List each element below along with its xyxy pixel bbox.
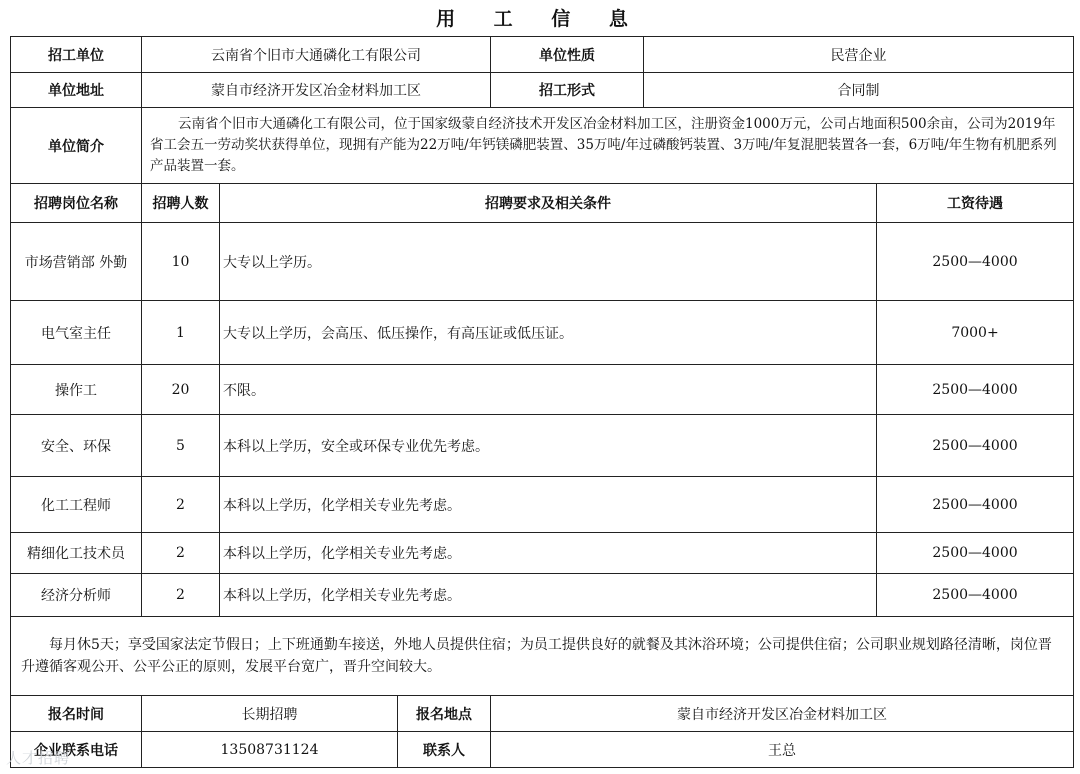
job-position: 精细化工技术员	[11, 533, 142, 574]
registration-place-label: 报名地点	[398, 696, 491, 732]
job-requirement: 大专以上学历，会高压、低压操作，有高压证或低压证。	[220, 301, 877, 365]
job-requirement: 本科以上学历，化学相关专业先考虑。	[220, 477, 877, 533]
company-intro: 云南省个旧市大通磷化工有限公司，位于国家级蒙自经济技术开发区冶金材料加工区，注册资金1000万元，公司占地面积500余亩，公司为2019年省工会五一劳动奖状获得单位，现拥有产能为22万吨/年钙镁磷肥装置、35万吨/年过磷酸钙装置、3万吨/年复混肥装置各一套，6万吨/年生物有机肥系列产品装置一套。	[142, 108, 1074, 184]
job-salary: 2500—4000	[877, 365, 1074, 415]
company-intro-label: 单位简介	[11, 108, 142, 184]
job-count: 10	[142, 223, 220, 301]
job-position: 经济分析师	[11, 574, 142, 617]
hiring-form-label: 招工形式	[491, 73, 644, 108]
contact-person-label: 联系人	[398, 732, 491, 768]
job-info-table	[10, 36, 1074, 768]
table-row	[11, 301, 1074, 365]
job-count: 20	[142, 365, 220, 415]
job-requirement: 本科以上学历，化学相关专业先考虑。	[220, 574, 877, 617]
contact-phone-label: 企业联系电话	[11, 732, 142, 768]
contact-person: 王总	[491, 732, 1074, 768]
job-salary: 2500—4000	[877, 415, 1074, 477]
header-salary: 工资待遇	[877, 184, 1074, 223]
company-type-label: 单位性质	[491, 37, 644, 73]
registration-time: 长期招聘	[142, 696, 398, 732]
job-requirement: 不限。	[220, 365, 877, 415]
table-row	[11, 223, 1074, 301]
job-count: 2	[142, 533, 220, 574]
registration-place: 蒙自市经济开发区冶金材料加工区	[491, 696, 1074, 732]
job-position: 化工工程师	[11, 477, 142, 533]
benefits-row	[11, 617, 1074, 696]
header-requirement: 招聘要求及相关条件	[220, 184, 877, 223]
registration-row-1	[11, 696, 1074, 732]
job-count: 2	[142, 477, 220, 533]
registration-row-2	[11, 732, 1074, 768]
jobs-header-row	[11, 184, 1074, 223]
company-name-label: 招工单位	[11, 37, 142, 73]
company-row-2	[11, 73, 1074, 108]
page-title: 用 工 信 息	[436, 8, 644, 30]
benefits-text: 每月休5天；享受国家法定节假日；上下班通勤车接送，外地人员提供住宿；为员工提供良好的就餐及其沐浴环境；公司提供住宿；公司职业规划路径清晰，岗位晋升遵循客观公开、公平公正的原则，发展平台宽广，晋升空间较大。	[11, 617, 1074, 696]
registration-time-label: 报名时间	[11, 696, 142, 732]
job-requirement: 本科以上学历，安全或环保专业优先考虑。	[220, 415, 877, 477]
job-position: 安全、环保	[11, 415, 142, 477]
job-salary: 2500—4000	[877, 574, 1074, 617]
table-row	[11, 574, 1074, 617]
job-position: 电气室主任	[11, 301, 142, 365]
job-position: 市场营销部 外勤	[11, 223, 142, 301]
company-name: 云南省个旧市大通磷化工有限公司	[142, 37, 491, 73]
job-salary: 2500—4000	[877, 533, 1074, 574]
job-count: 2	[142, 574, 220, 617]
header-position: 招聘岗位名称	[11, 184, 142, 223]
company-address-label: 单位地址	[11, 73, 142, 108]
watermark: 人才招聘	[6, 749, 71, 767]
job-count: 5	[142, 415, 220, 477]
table-row	[11, 415, 1074, 477]
job-salary: 7000+	[877, 301, 1074, 365]
table-row	[11, 477, 1074, 533]
company-intro-row	[11, 108, 1074, 184]
job-position: 操作工	[11, 365, 142, 415]
job-requirement: 本科以上学历，化学相关专业先考虑。	[220, 533, 877, 574]
job-salary: 2500—4000	[877, 223, 1074, 301]
hiring-form: 合同制	[644, 73, 1074, 108]
job-requirement: 大专以上学历。	[220, 223, 877, 301]
job-salary: 2500—4000	[877, 477, 1074, 533]
header-count: 招聘人数	[142, 184, 220, 223]
company-address: 蒙自市经济开发区冶金材料加工区	[142, 73, 491, 108]
table-row	[11, 533, 1074, 574]
job-count: 1	[142, 301, 220, 365]
company-type: 民营企业	[644, 37, 1074, 73]
table-row	[11, 365, 1074, 415]
company-row-1	[11, 37, 1074, 73]
contact-phone: 13508731124	[142, 732, 398, 768]
